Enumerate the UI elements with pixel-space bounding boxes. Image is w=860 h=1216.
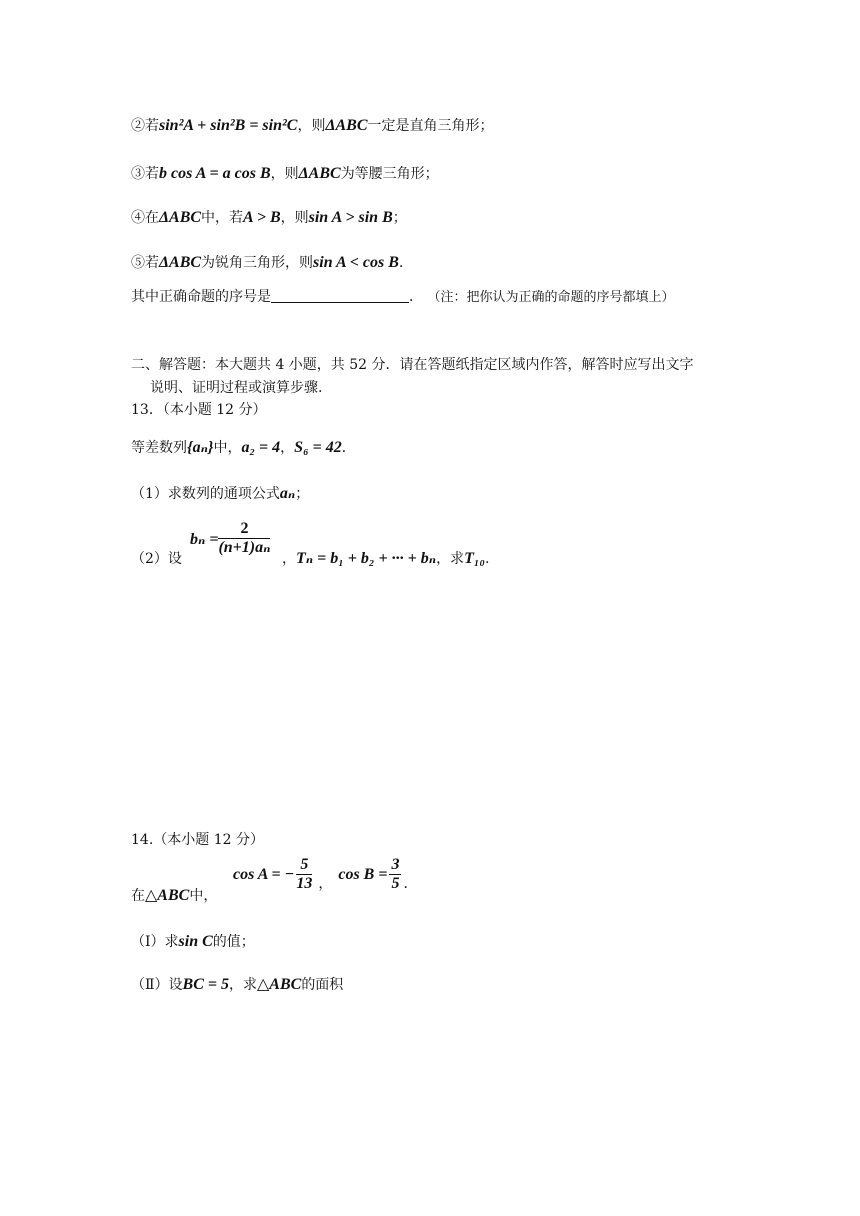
item-5-end: ．: [398, 255, 413, 271]
q13-intro-zhong: 中，: [213, 440, 242, 456]
q14-cosB-denominator: 5: [391, 875, 400, 892]
q14-part-2-triangle: △ABC: [256, 976, 302, 993]
q13-intro-end: ．: [341, 440, 356, 456]
q14-cosA-fraction: [296, 856, 312, 893]
item-5-number: ⑤若: [131, 255, 159, 271]
q14-end: ．: [403, 876, 418, 892]
q13-part-1: [131, 483, 309, 505]
q13-t10: T₁₀: [464, 550, 485, 567]
q13-given-s6: S₆ = 42: [294, 439, 342, 456]
q13-header: 13．（本小题 12 分）: [131, 402, 267, 418]
q13-end: .: [485, 551, 490, 567]
q14-cosA-lhs: cos A = −: [233, 865, 295, 883]
item-2-formula: sin²A + sin²B = sin²C: [159, 117, 298, 134]
item-4-formula: sin A > sin B: [308, 209, 393, 226]
item-3-number: ③若: [131, 166, 159, 182]
answer-line: [131, 286, 674, 309]
q14-cosB-numerator: 3: [391, 856, 400, 873]
q14-cosB-lhs: cos B =: [338, 865, 388, 883]
q14-intro-label: [131, 885, 217, 907]
q14-intro-text: 在: [131, 888, 145, 904]
item-2-conclusion: 一定是直角三角形；: [367, 118, 494, 134]
q13-given-a2: a₂ = 4: [241, 439, 281, 456]
item-4-number: ④在: [131, 210, 159, 226]
q13-sequence: {aₙ}: [187, 439, 214, 456]
q14-cosA-numerator: 5: [296, 856, 312, 875]
item-4: [131, 207, 407, 229]
q14-cosA-denominator: 13: [296, 875, 313, 892]
item-2-text: ，则: [297, 118, 326, 134]
q13-part-2-label: （2）设: [131, 551, 182, 567]
q14-given: [233, 856, 417, 893]
q14-intro-zhong: 中，: [189, 888, 218, 904]
q13-part-1-variable: aₙ: [279, 485, 296, 502]
q14-part-2: [131, 974, 343, 996]
q14-part-1-formula: sin C: [178, 933, 213, 950]
answer-period: ．: [409, 289, 423, 305]
item-5-text: 为锐角三角形，则: [201, 255, 314, 271]
answer-blank[interactable]: [271, 288, 409, 303]
item-2-number: ②若: [131, 118, 159, 134]
q13-bn-lhs: bₙ =: [190, 530, 219, 548]
q14-part-2-tail: 的面积: [301, 977, 344, 993]
q13-separator: ，: [280, 440, 295, 456]
q13-tn-formula: Tₙ = b₁ + b₂ + ··· + bₙ: [296, 550, 437, 567]
q14-part-1-label: （Ⅰ）求: [131, 934, 179, 950]
q13-bn-numerator: 2: [218, 520, 270, 539]
item-3: [131, 163, 439, 185]
q13-intro-text: 等差数列: [131, 440, 187, 456]
q14-header: 14.（本小题 12 分）: [131, 832, 264, 848]
q13-bn-fraction: [218, 520, 270, 557]
q13-bn-denominator: (n+1)aₙ: [218, 539, 271, 556]
q14-cosB-fraction: [389, 856, 401, 893]
q14-comma: ，: [318, 876, 333, 892]
item-4-then: ，则: [280, 210, 309, 226]
answer-prompt: 其中正确命题的序号是: [131, 289, 271, 305]
item-3-text: ，则: [270, 166, 299, 182]
q13-part-1-end: ；: [295, 486, 310, 502]
q13-part-1-label: （1）求数列的通项公式: [131, 486, 280, 502]
q14-part-1: [131, 931, 255, 953]
q14-triangle: △ABC: [145, 887, 190, 904]
item-4-end: ；: [392, 210, 407, 226]
item-5-triangle: ΔABC: [159, 254, 202, 271]
item-4-text: 中，若: [201, 210, 244, 226]
section-2-line-1: 二、解答题：本大题共 4 小题，共 52 分．请在答题纸指定区域内作答，解答时应写出文字: [131, 357, 694, 373]
item-2: [131, 115, 494, 137]
item-3-formula: b cos A = a cos B: [159, 165, 271, 182]
item-2-triangle: ΔABC: [325, 117, 368, 134]
q13-bn-definition: [190, 520, 270, 557]
answer-note: （注：把你认为正确的命题的序号都填上）: [427, 290, 675, 305]
item-4-condition: A > B: [243, 209, 281, 226]
q14-part-2-label: （Ⅱ）设: [131, 977, 183, 993]
item-5-formula: sin A < cos B: [313, 254, 399, 271]
q13-comma: ，: [282, 551, 296, 567]
q14-part-2-mid: ，求: [228, 977, 257, 993]
q13-intro: [131, 437, 356, 459]
q14-part-1-tail: 的值；: [212, 934, 255, 950]
item-4-triangle: ΔABC: [159, 209, 202, 226]
item-5: [131, 252, 413, 274]
section-2-line-2: 说明、证明过程或演算步骤.: [150, 380, 323, 396]
q13-ask: ，求: [436, 551, 465, 567]
q13-part-2: [131, 548, 182, 570]
item-3-triangle: ΔABC: [298, 165, 341, 182]
q14-part-2-formula: BC = 5: [182, 976, 229, 993]
q13-tn-line: [282, 548, 489, 570]
item-3-conclusion: 为等腰三角形；: [340, 166, 439, 182]
